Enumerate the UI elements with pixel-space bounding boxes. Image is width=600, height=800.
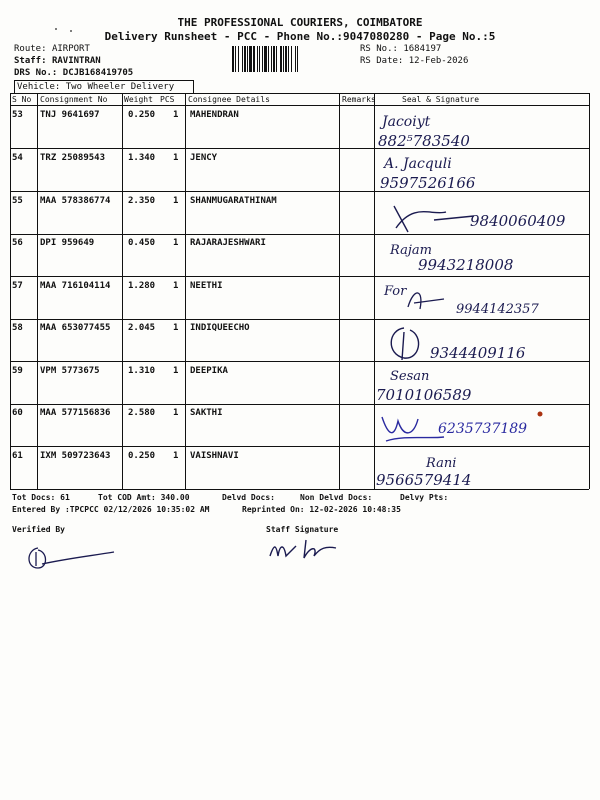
row-weight: 0.450 — [128, 238, 156, 248]
staff-signature-label: Staff Signature — [266, 525, 339, 534]
row-weight: 2.350 — [128, 196, 156, 206]
row-sno: 61 — [12, 451, 23, 461]
route-line — [14, 44, 90, 54]
table-rule — [185, 93, 186, 489]
signature-phone: 9944142357 — [456, 302, 539, 317]
row-signature — [374, 234, 589, 276]
row-consignment-no: DPI 959649 — [40, 238, 95, 248]
total-docs: Tot Docs: 61 — [12, 493, 70, 502]
signature-name: A. Jacquli — [384, 156, 452, 172]
row-consignment-no: TNJ 9641697 — [40, 110, 100, 120]
signature-name: Rajam — [390, 243, 432, 258]
signature-scrawl — [391, 328, 418, 360]
row-consignee: SHANMUGARATHINAM — [190, 196, 277, 206]
table-rule — [10, 93, 11, 489]
reprinted-on: Reprinted On: 12-02-2026 10:48:35 — [242, 505, 401, 514]
column-header-signature: Seal & Signature — [402, 95, 480, 104]
rs-number: RS No.: 1684197 — [360, 44, 442, 54]
signature-phone: 882⁵783540 — [378, 132, 470, 150]
signature-phone: 7010106589 — [376, 386, 472, 404]
row-sno: 57 — [12, 281, 23, 291]
signature-name: Jacoiyt — [382, 114, 431, 130]
signature-name: For — [384, 284, 407, 299]
row-pcs: 1 — [173, 408, 179, 418]
vehicle-box: Vehicle: Two Wheeler Delivery — [14, 80, 194, 93]
staff-label: Staff: — [14, 56, 47, 66]
signature-phone: 9597526166 — [380, 174, 476, 192]
signature-phone: 9840060409 — [470, 212, 566, 230]
row-pcs: 1 — [173, 110, 179, 120]
column-header-consignee: Consignee Details — [188, 95, 270, 104]
ink-spot — [538, 412, 543, 417]
row-consignee: DEEPIKA — [190, 366, 228, 376]
signature-phone: 9344409116 — [430, 344, 526, 362]
table-header-rule — [10, 105, 589, 106]
row-signature — [374, 405, 589, 447]
signature-phone: 9566579414 — [376, 471, 472, 489]
row-pcs: 1 — [173, 196, 179, 206]
row-consignment-no: MAA 716104114 — [40, 281, 111, 291]
row-sno: 60 — [12, 408, 23, 418]
row-consignee: INDIQUEECHO — [190, 323, 250, 333]
row-weight: 0.250 — [128, 110, 156, 120]
column-header-weight: Weight — [124, 95, 153, 104]
row-consignment-no: MAA 578386774 — [40, 196, 111, 206]
table-rule — [37, 93, 38, 489]
row-sno: 54 — [12, 153, 23, 163]
drs-value: DCJB168419705 — [62, 68, 134, 78]
signature-name: Rani — [426, 456, 457, 471]
runsheet-subtitle: Delivery Runsheet - PCC - Phone No.:9047080280 - Page No.:5 — [104, 30, 496, 43]
row-consignee: RAJARAJESHWARI — [190, 238, 266, 248]
table-rule — [122, 93, 123, 489]
row-consignment-no: TRZ 25089543 — [40, 153, 106, 163]
row-pcs: 1 — [173, 281, 179, 291]
signature-phone: 9943218008 — [418, 256, 514, 274]
row-pcs: 1 — [173, 238, 179, 248]
row-consignee: JENCY — [190, 153, 218, 163]
drs-label: DRS No.: — [14, 68, 58, 78]
row-weight: 1.340 — [128, 153, 156, 163]
row-consignee: SAKTHI — [190, 408, 223, 418]
delivery-points: Delvy Pts: — [400, 493, 449, 502]
row-weight: 1.280 — [128, 281, 156, 291]
row-sno: 53 — [12, 110, 23, 120]
row-pcs: 1 — [173, 451, 179, 461]
signature-scrawl — [408, 293, 444, 309]
row-sno: 55 — [12, 196, 23, 206]
row-signature — [374, 192, 589, 234]
signature-phone: 6235737189 — [438, 421, 528, 437]
row-signature — [374, 277, 589, 319]
verifier-signature — [20, 538, 120, 574]
row-signature — [374, 447, 589, 489]
row-weight: 0.250 — [128, 451, 156, 461]
table-rule — [589, 93, 590, 489]
non-delivered-docs: Non Delvd Docs: — [300, 493, 373, 502]
row-pcs: 1 — [173, 366, 179, 376]
staff-signature — [266, 534, 356, 564]
table-rule — [339, 93, 340, 489]
row-pcs: 1 — [173, 323, 179, 333]
column-header-pcs: PCS — [160, 95, 175, 104]
row-signature — [374, 362, 589, 404]
table-bottom-rule — [10, 489, 589, 490]
signature-scrawl — [382, 417, 444, 441]
row-consignment-no: IXM 509723643 — [40, 451, 111, 461]
row-sno: 59 — [12, 366, 23, 376]
delivered-docs: Delvd Docs: — [222, 493, 275, 502]
barcode-image — [232, 46, 357, 72]
staff-value: RAVINTRAN — [51, 56, 101, 66]
row-weight: 2.580 — [128, 408, 156, 418]
row-weight: 2.045 — [128, 323, 156, 333]
row-sno: 56 — [12, 238, 23, 248]
entered-by: Entered By :TPCPCC 02/12/2026 10:35:02 AM — [12, 505, 210, 514]
row-signature — [374, 320, 589, 362]
signature-scrawl — [394, 206, 474, 232]
row-consignment-no: VPM 5773675 — [40, 366, 100, 376]
signature-name: Sesan — [390, 369, 430, 384]
row-sno: 58 — [12, 323, 23, 333]
row-signature — [374, 108, 589, 150]
row-consignment-no: MAA 653077455 — [40, 323, 111, 333]
row-consignee: VAISHNAVI — [190, 451, 239, 461]
row-weight: 1.310 — [128, 366, 156, 376]
row-pcs: 1 — [173, 153, 179, 163]
route-label: Route: — [14, 44, 47, 54]
rs-date: RS Date: 12-Feb-2026 — [360, 56, 469, 66]
column-header-remarks: Remarks — [342, 95, 376, 104]
table-top-rule — [10, 93, 589, 94]
drs-line — [14, 68, 133, 78]
company-title: THE PROFESSIONAL COURIERS, COIMBATORE — [177, 16, 423, 29]
total-cod-amount: Tot COD Amt: 340.00 — [98, 493, 190, 502]
row-consignee: NEETHI — [190, 281, 223, 291]
column-header-sno: S No — [12, 95, 32, 104]
route-value: AIRPORT — [51, 44, 90, 54]
staff-line — [14, 56, 101, 66]
row-consignee: MAHENDRAN — [190, 110, 239, 120]
verified-by-label: Verified By — [12, 525, 65, 534]
row-signature — [374, 150, 589, 192]
column-header-consignment: Consignment No — [40, 95, 108, 104]
row-consignment-no: MAA 577156836 — [40, 408, 111, 418]
